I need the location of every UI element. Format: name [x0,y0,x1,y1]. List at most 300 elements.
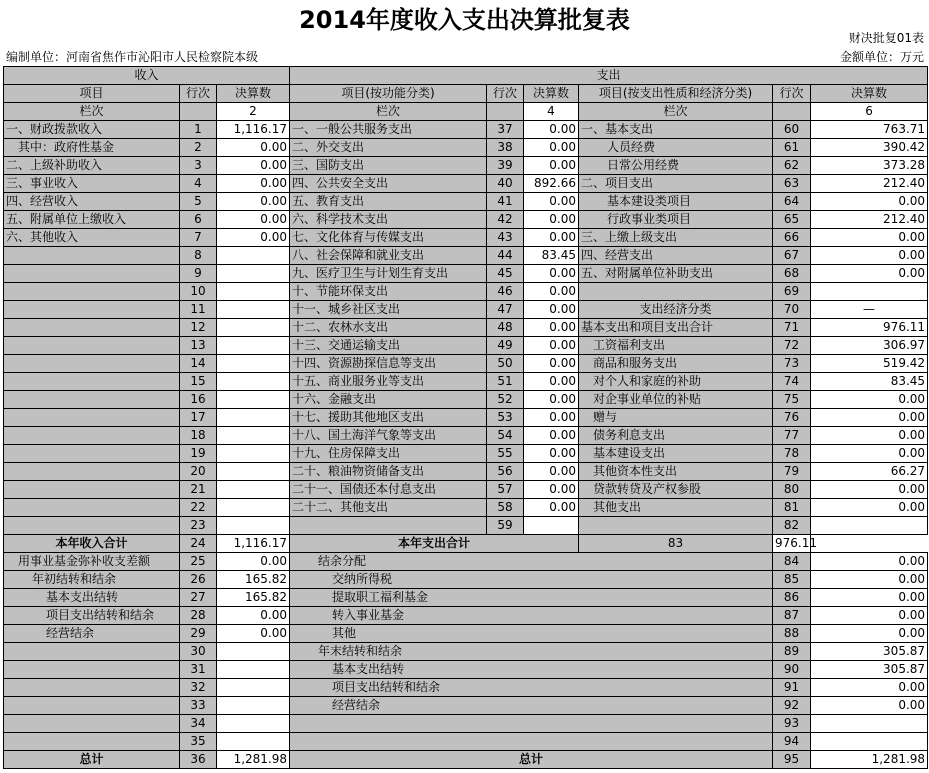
econ-item: 基本支出和项目支出合计 [579,319,773,337]
table-row [4,517,928,535]
function-item: 十四、资源勘探信息等支出 [290,355,487,373]
row-number: 16 [180,391,217,409]
lanci-label: 栏次 [579,103,773,121]
row-number: 27 [180,589,217,607]
report-title: 2014年度收入支出决算批复表 [299,6,630,34]
income-amount [217,427,290,445]
table-row [4,715,928,733]
row-number: 28 [180,607,217,625]
row-number: 53 [487,409,524,427]
table-footer [4,751,928,769]
income-amount: 0.00 [217,139,290,157]
table-row [4,211,928,229]
income-item [4,679,180,697]
income-item [4,733,180,751]
income-amount [217,355,290,373]
econ-amount: 390.42 [811,139,928,157]
row-number: 10 [180,283,217,301]
expense-item: 其他 [290,625,773,643]
expense-item: 项目支出结转和结余 [290,679,773,697]
econ-item: 债务利息支出 [579,427,773,445]
function-amount: 0.00 [524,319,579,337]
income-amount: 0.00 [217,175,290,193]
row-number: 61 [773,139,811,157]
function-amount: 0.00 [524,121,579,139]
income-amount [217,445,290,463]
expense-amount [811,715,928,733]
col-amount: 决算数 [217,85,290,103]
function-item: 十二、农林水支出 [290,319,487,337]
row-number: 11 [180,301,217,319]
expense-amount: 0.00 [811,607,928,625]
income-item [4,517,180,535]
function-item: 二、外交支出 [290,139,487,157]
econ-amount [811,283,928,301]
table-row [4,679,928,697]
expense-item: 转入事业基金 [290,607,773,625]
function-amount: 0.00 [524,463,579,481]
row-number: 88 [773,625,811,643]
row-number: 41 [487,193,524,211]
row-number: 18 [180,427,217,445]
income-item [4,643,180,661]
table-bottom [4,535,928,553]
row-number: 17 [180,409,217,427]
function-item: 五、教育支出 [290,193,487,211]
income-item [4,319,180,337]
row-number: 78 [773,445,811,463]
function-amount: 0.00 [524,301,579,319]
row-number: 73 [773,355,811,373]
col-index: 6 [811,103,928,121]
table-row [4,481,928,499]
row-number: 89 [773,643,811,661]
income-item: 项目支出结转和结余 [4,607,180,625]
row-number: 57 [487,481,524,499]
econ-item: 日常公用经费 [579,157,773,175]
income-item: 三、事业收入 [4,175,180,193]
row-number: 45 [487,265,524,283]
row-number: 91 [773,679,811,697]
row-number: 94 [773,733,811,751]
income-amount [217,679,290,697]
row-number: 26 [180,571,217,589]
income-item [4,697,180,715]
row-number: 35 [180,733,217,751]
income-amount [217,499,290,517]
income-item [4,247,180,265]
income-item [4,301,180,319]
econ-amount: 0.00 [811,265,928,283]
econ-item: 五、对附属单位补助支出 [579,265,773,283]
function-item: 二十、粮油物资储备支出 [290,463,487,481]
lanci-label: 栏次 [290,103,487,121]
econ-amount: 0.00 [811,445,928,463]
expense-item [290,733,773,751]
table-row [4,463,928,481]
income-item: 一、财政拨款收入 [4,121,180,139]
function-amount [524,517,579,535]
function-amount: 0.00 [524,427,579,445]
income-item [4,499,180,517]
row-number: 42 [487,211,524,229]
function-amount: 0.00 [524,391,579,409]
col-row-no: 行次 [487,85,524,103]
row-number: 19 [180,445,217,463]
row-number: 21 [180,481,217,499]
econ-item: 基本建设支出 [579,445,773,463]
income-amount [217,715,290,733]
row-number: 71 [773,319,811,337]
expense-item: 结余分配 [290,553,773,571]
function-item: 八、社会保障和就业支出 [290,247,487,265]
table-row [4,373,928,391]
income-amount: 0.00 [217,193,290,211]
row-number: 85 [773,571,811,589]
expense-item: 提取职工福利基金 [290,589,773,607]
expense-amount: 0.00 [811,625,928,643]
row-number: 76 [773,409,811,427]
expense-total-value: 976.11 [773,535,811,553]
row-number: 39 [487,157,524,175]
function-amount: 0.00 [524,445,579,463]
form-number: 财决批复01表 [848,31,924,45]
function-item: 十八、国土海洋气象等支出 [290,427,487,445]
income-item [4,445,180,463]
econ-amount: 0.00 [811,499,928,517]
row-number: 72 [773,337,811,355]
function-item: 四、公共安全支出 [290,175,487,193]
income-amount [217,283,290,301]
row-number: 68 [773,265,811,283]
income-item: 四、经营收入 [4,193,180,211]
income-item: 六、其他收入 [4,229,180,247]
function-amount: 0.00 [524,265,579,283]
econ-amount: 83.45 [811,373,928,391]
row-number: 75 [773,391,811,409]
expense-amount: 305.87 [811,661,928,679]
col-amount: 决算数 [524,85,579,103]
income-item: 五、附属单位上缴收入 [4,211,180,229]
table-row [4,175,928,193]
income-amount: 0.00 [217,625,290,643]
econ-item: 赠与 [579,409,773,427]
table-row [4,499,928,517]
table-row [4,409,928,427]
row-number: 14 [180,355,217,373]
row-number: 84 [773,553,811,571]
row-number: 48 [487,319,524,337]
function-item: 六、科学技术支出 [290,211,487,229]
table-header [4,67,928,121]
econ-amount [811,517,928,535]
row-number: 80 [773,481,811,499]
row-number: 15 [180,373,217,391]
row-number: 50 [487,355,524,373]
table-row [4,751,928,769]
col-row-no: 行次 [773,85,811,103]
income-item [4,391,180,409]
function-amount: 0.00 [524,157,579,175]
function-item: 二十二、其他支出 [290,499,487,517]
econ-item [579,283,773,301]
econ-amount: 212.40 [811,211,928,229]
row-number: 67 [773,247,811,265]
table-row [4,301,928,319]
expense-amount: 305.87 [811,643,928,661]
row-number: 44 [487,247,524,265]
table-row [4,607,928,625]
econ-item: 二、项目支出 [579,175,773,193]
row-number: 22 [180,499,217,517]
expense-amount [811,733,928,751]
function-amount: 0.00 [524,481,579,499]
table-row [4,337,928,355]
blank-cell [773,103,811,121]
row-number: 8 [180,247,217,265]
function-amount: 0.00 [524,211,579,229]
table-row [4,391,928,409]
row-number: 64 [773,193,811,211]
row-number: 6 [180,211,217,229]
income-item: 二、上级补助收入 [4,157,180,175]
function-amount: 0.00 [524,283,579,301]
econ-amount: 66.27 [811,463,928,481]
row-number: 62 [773,157,811,175]
row-number: 52 [487,391,524,409]
econ-item: 对个人和家庭的补助 [579,373,773,391]
income-item: 基本支出结转 [4,589,180,607]
econ-amount: 763.71 [811,121,928,139]
row-number: 66 [773,229,811,247]
income-amount [217,337,290,355]
table-body [4,121,928,535]
row-number: 1 [180,121,217,139]
econ-amount: 0.00 [811,481,928,499]
row-number: 20 [180,463,217,481]
econ-amount: 519.42 [811,355,928,373]
income-amount: 165.82 [217,589,290,607]
income-header: 收入 [4,67,290,85]
income-amount [217,733,290,751]
row-number: 40 [487,175,524,193]
row-number: 90 [773,661,811,679]
row-number: 92 [773,697,811,715]
expense-item: 基本支出结转 [290,661,773,679]
function-item: 三、国防支出 [290,157,487,175]
function-item: 十七、援助其他地区支出 [290,409,487,427]
row-number: 43 [487,229,524,247]
econ-item: 一、基本支出 [579,121,773,139]
expense-item: 交纳所得税 [290,571,773,589]
function-item: 一、一般公共服务支出 [290,121,487,139]
row-number: 79 [773,463,811,481]
row-number: 4 [180,175,217,193]
table-row [4,355,928,373]
income-amount: 0.00 [217,157,290,175]
row-number: 7 [180,229,217,247]
econ-item: 商品和服务支出 [579,355,773,373]
income-amount: 0.00 [217,607,290,625]
col-amount: 决算数 [811,85,928,103]
econ-item: 其他支出 [579,499,773,517]
row-number: 87 [773,607,811,625]
income-item [4,481,180,499]
income-amount: 165.82 [217,571,290,589]
row-number: 86 [773,589,811,607]
expense-amount: 0.00 [811,589,928,607]
income-item [4,337,180,355]
row-number: 29 [180,625,217,643]
row-number: 9 [180,265,217,283]
row-number: 93 [773,715,811,733]
econ-amount: 0.00 [811,391,928,409]
income-item: 其中：政府性基金 [4,139,180,157]
income-amount [217,481,290,499]
row-number: 32 [180,679,217,697]
row-number: 82 [773,517,811,535]
function-item: 七、文化体育与传媒支出 [290,229,487,247]
row-number: 54 [487,427,524,445]
econ-amount: 0.00 [811,193,928,211]
grand-total-label-right: 总计 [290,751,773,769]
income-amount [217,697,290,715]
income-amount [217,319,290,337]
econ-amount: 212.40 [811,175,928,193]
income-amount [217,247,290,265]
econ-amount: 373.28 [811,157,928,175]
blank-cell [487,103,524,121]
income-amount [217,463,290,481]
table-row [4,427,928,445]
function-item: 十五、商业服务业等支出 [290,373,487,391]
function-item: 二十一、国债还本付息支出 [290,481,487,499]
table-row [4,733,928,751]
col-row-no: 行次 [180,85,217,103]
income-amount [217,373,290,391]
table-row [4,229,928,247]
income-amount [217,517,290,535]
table-row [4,445,928,463]
row-number: 47 [487,301,524,319]
income-item [4,409,180,427]
econ-item: 其他资本性支出 [579,463,773,481]
econ-item: 支出经济分类 [579,301,773,319]
function-amount: 0.00 [524,337,579,355]
table-bottom-rows [4,553,928,751]
function-amount: 0.00 [524,355,579,373]
row-number: 81 [773,499,811,517]
row-number: 5 [180,193,217,211]
income-item [4,373,180,391]
table-row [4,121,928,139]
row-number: 63 [773,175,811,193]
income-item: 用事业基金弥补收支差额 [4,553,180,571]
lanci-label: 栏次 [4,103,180,121]
grand-total-label: 总计 [4,751,180,769]
table-row [4,625,928,643]
row-number: 25 [180,553,217,571]
table-row [4,283,928,301]
income-item: 年初结转和结余 [4,571,180,589]
econ-item: 工资福利支出 [579,337,773,355]
income-amount [217,643,290,661]
function-amount: 0.00 [524,193,579,211]
table-row [4,661,928,679]
row-number: 38 [487,139,524,157]
grand-total-value-right: 1,281.98 [811,751,928,769]
function-amount: 0.00 [524,409,579,427]
table-row [4,139,928,157]
income-amount: 1,116.17 [217,121,290,139]
row-number: 56 [487,463,524,481]
income-amount [217,301,290,319]
income-amount: 0.00 [217,211,290,229]
function-amount: 0.00 [524,139,579,157]
row-number: 74 [773,373,811,391]
function-item: 十六、金融支出 [290,391,487,409]
amount-unit-label: 金额单位：万元 [839,50,924,64]
income-item [4,427,180,445]
econ-amount: 0.00 [811,229,928,247]
econ-item: 对企事业单位的补贴 [579,391,773,409]
table-row [4,247,928,265]
function-amount: 0.00 [524,229,579,247]
econ-amount: — [811,301,928,319]
table-row [4,319,928,337]
income-item [4,355,180,373]
expense-header: 支出 [290,67,928,85]
table-row [4,589,928,607]
econ-amount: 976.11 [811,319,928,337]
econ-item: 贷款转贷及产权参股 [579,481,773,499]
econ-item: 行政事业类项目 [579,211,773,229]
income-item [4,265,180,283]
row-number: 13 [180,337,217,355]
budget-table [3,66,928,769]
expense-item [290,715,773,733]
row-number: 2 [180,139,217,157]
row-number: 31 [180,661,217,679]
row-number: 51 [487,373,524,391]
econ-item [579,517,773,535]
row-number: 37 [487,121,524,139]
row-number: 95 [773,751,811,769]
col-func-item: 项目(按功能分类) [290,85,487,103]
table-row [4,265,928,283]
row-number: 65 [773,211,811,229]
row-number: 83 [579,535,773,553]
income-total-label: 本年收入合计 [4,535,180,553]
function-amount: 0.00 [524,373,579,391]
table-row [4,697,928,715]
blank-cell [180,103,217,121]
col-econ-item: 项目(按支出性质和经济分类) [579,85,773,103]
col-index: 2 [217,103,290,121]
income-item [4,283,180,301]
econ-item: 四、经营支出 [579,247,773,265]
row-number: 70 [773,301,811,319]
function-amount: 0.00 [524,499,579,517]
expense-amount: 0.00 [811,571,928,589]
function-amount: 892.66 [524,175,579,193]
table-row [4,193,928,211]
income-item [4,715,180,733]
row-number: 59 [487,517,524,535]
row-number: 55 [487,445,524,463]
function-item [290,517,487,535]
row-number: 34 [180,715,217,733]
